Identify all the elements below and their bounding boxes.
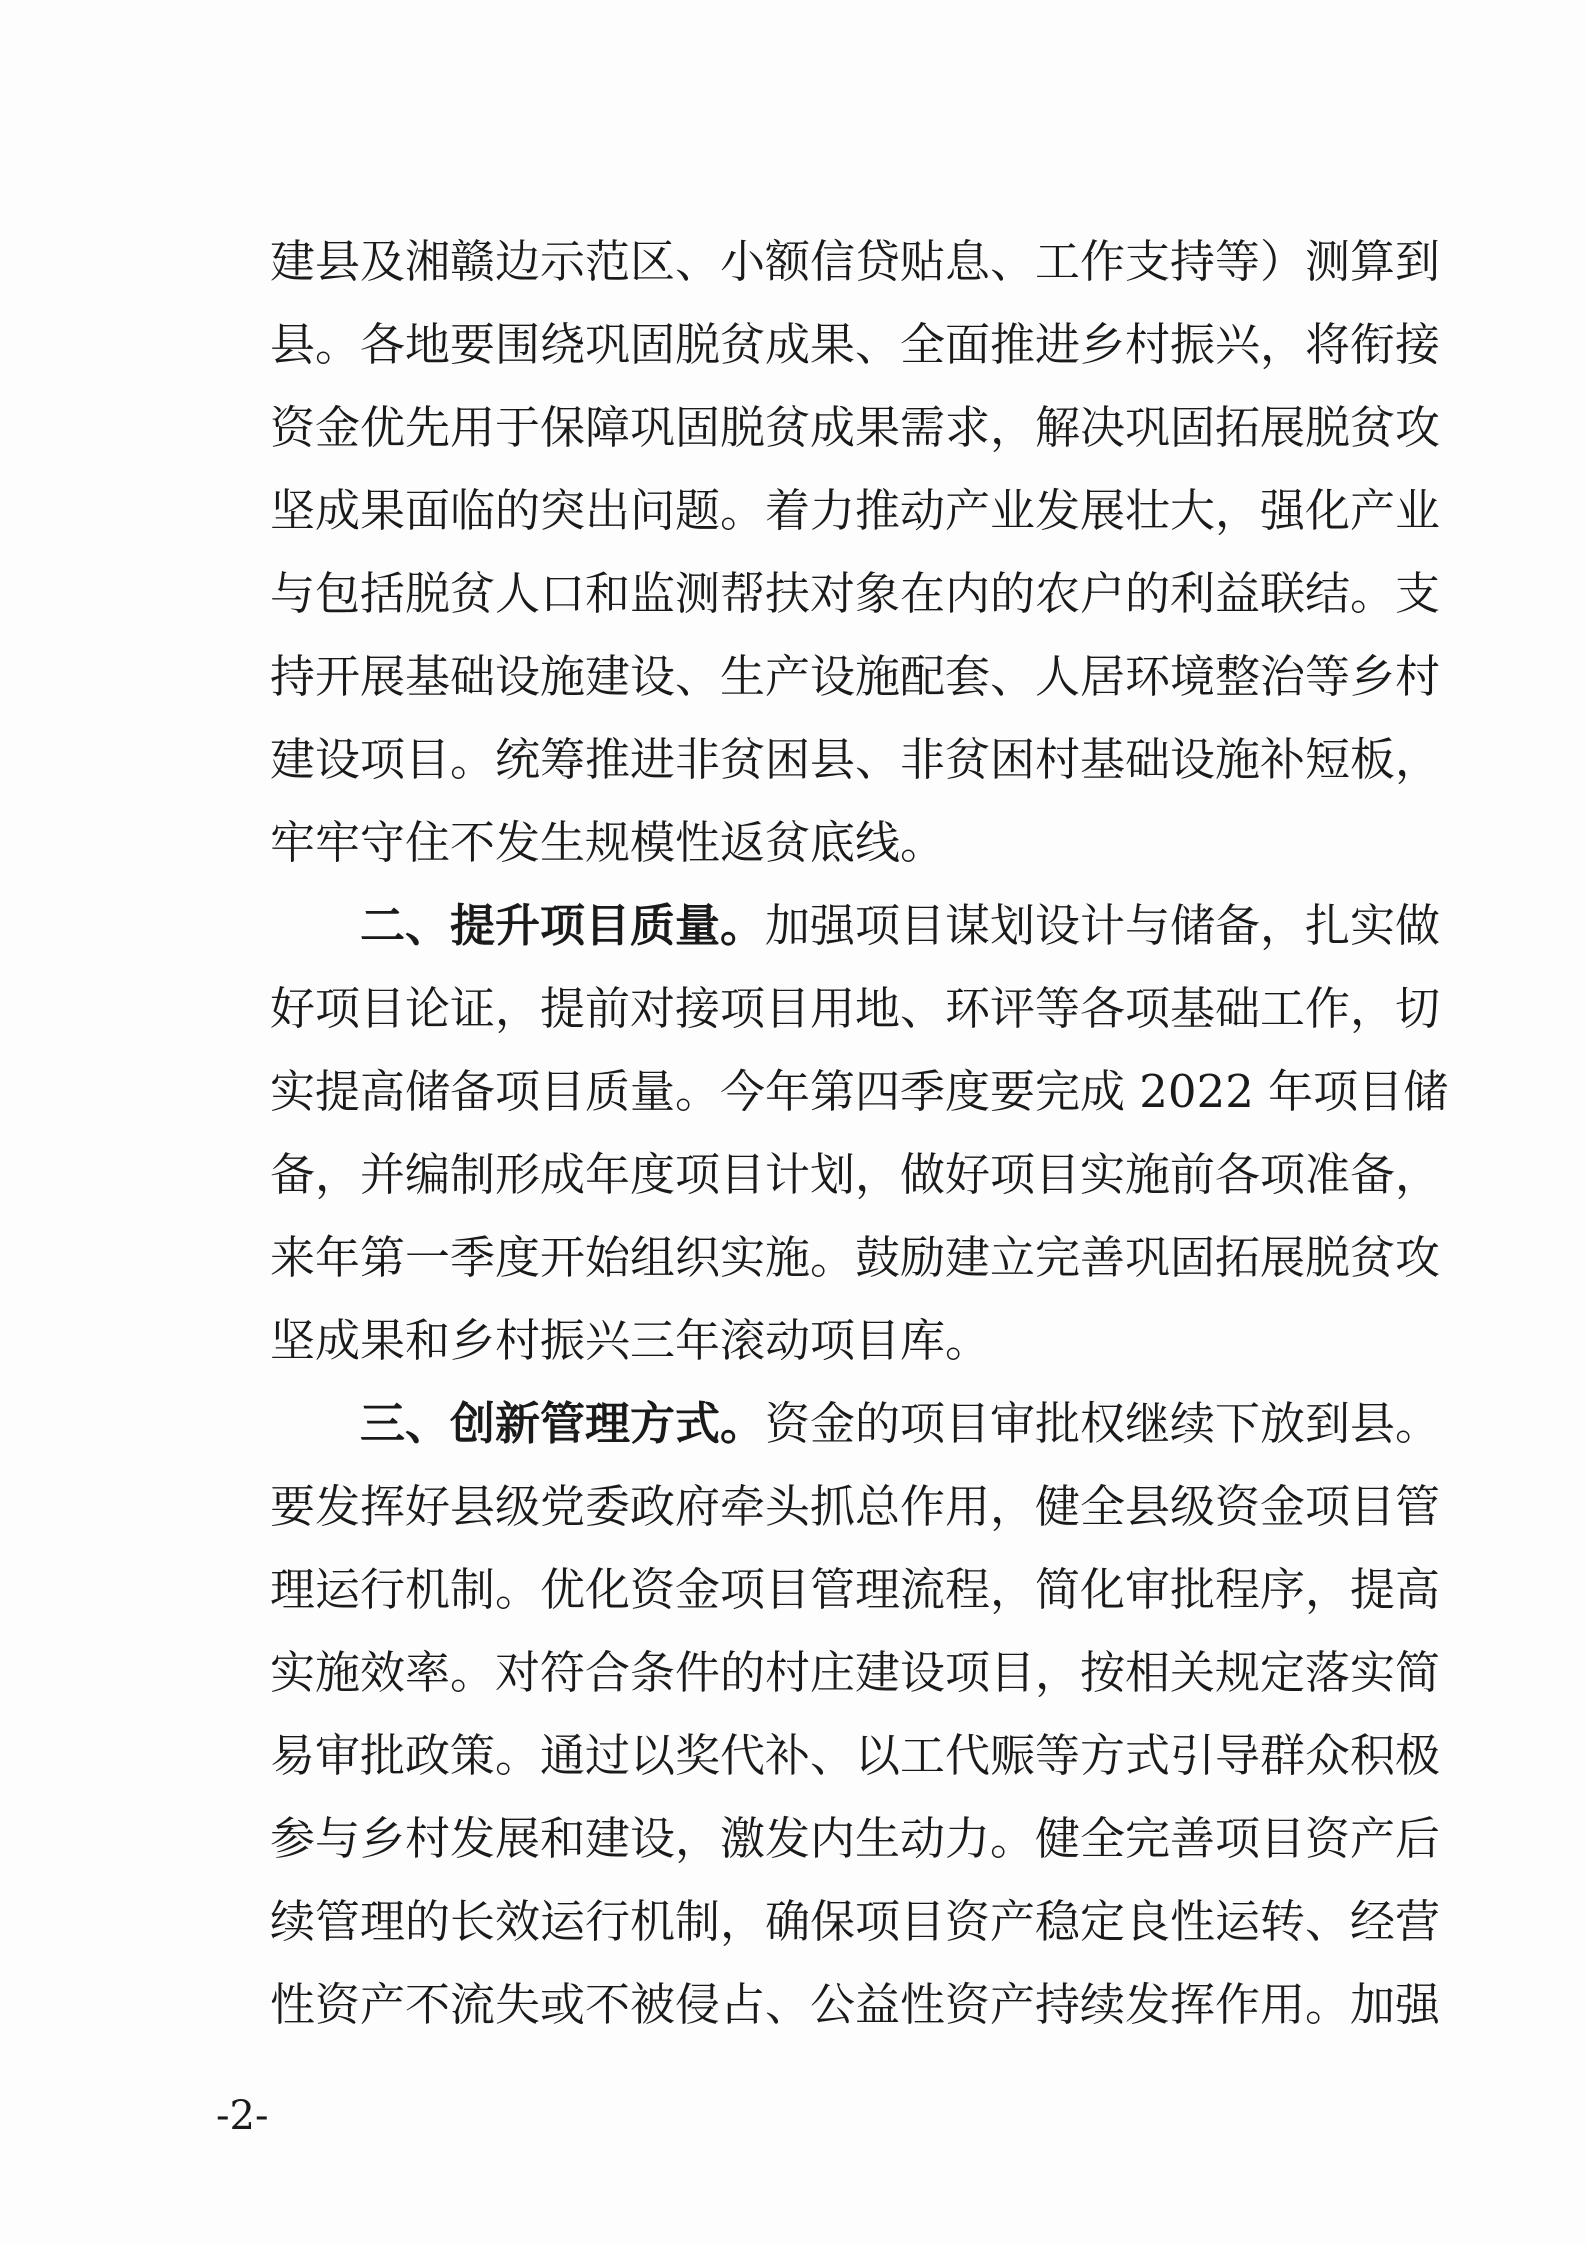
text-line: 易审批政策。通过以奖代补、以工代赈等方式引导群众积极 <box>270 1729 1441 1782</box>
section-2 <box>270 884 1449 1382</box>
text-line: 建设项目。统筹推进非贫困县、非贫困村基础设施补短板， <box>270 733 1441 786</box>
section-3-first-line-text: 资金的项目审批权继续下放到县。 <box>765 1397 1441 1450</box>
paragraph-1 <box>270 220 1441 884</box>
text-line: 与包括脱贫人口和监测帮扶对象在内的农户的利益联结。支 <box>270 567 1441 620</box>
text-line: 理运行机制。优化资金项目管理流程，简化审批程序，提高 <box>270 1563 1441 1616</box>
section-3-heading: 三、创新管理方式。 <box>360 1397 766 1450</box>
text-line: 县。各地要围绕巩固脱贫成果、全面推进乡村振兴，将衔接 <box>270 318 1441 371</box>
text-line: 来年第一季度开始组织实施。鼓励建立完善巩固拓展脱贫攻 <box>270 1231 1441 1284</box>
text-line: 要发挥好县级党委政府牵头抓总作用，健全县级资金项目管 <box>270 1480 1441 1533</box>
text-line: 资金优先用于保障巩固脱贫成果需求，解决巩固拓展脱贫攻 <box>270 401 1441 454</box>
text-line: 持开展基础设施建设、生产设施配套、人居环境整治等乡村 <box>270 650 1441 703</box>
text-line: 坚成果面临的突出问题。着力推动产业发展壮大，强化产业 <box>270 484 1441 537</box>
text-line: 好项目论证，提前对接项目用地、环评等各项基础工作，切 <box>270 982 1441 1035</box>
section-2-heading: 二、提升项目质量。 <box>360 899 766 952</box>
text-line: 实提高储备项目质量。今年第四季度要完成 2022 年项目储 <box>270 1065 1449 1118</box>
text-line: 坚成果和乡村振兴三年滚动项目库。 <box>270 1314 991 1367</box>
page-number: -2- <box>216 2093 269 2139</box>
section-2-first-line-text: 加强项目谋划设计与储备，扎实做 <box>765 899 1441 952</box>
document-body <box>270 220 1449 2046</box>
section-3-first-line <box>270 1382 1441 1465</box>
text-line: 性资产不流失或不被侵占、公益性资产持续发挥作用。加强 <box>270 1978 1441 2031</box>
text-line: 参与乡村发展和建设，激发内生动力。健全完善项目资产后 <box>270 1812 1441 1865</box>
text-line: 实施效率。对符合条件的村庄建设项目，按相关规定落实简 <box>270 1646 1441 1699</box>
text-line: 牢牢守住不发生规模性返贫底线。 <box>270 816 946 869</box>
section-3 <box>270 1382 1441 2046</box>
text-line: 建县及湘赣边示范区、小额信贷贴息、工作支持等）测算到 <box>270 235 1441 288</box>
text-line: 续管理的长效运行机制，确保项目资产稳定良性运转、经营 <box>270 1895 1441 1948</box>
text-line: 备，并编制形成年度项目计划，做好项目实施前各项准备， <box>270 1148 1441 1201</box>
section-2-first-line <box>270 884 1441 967</box>
